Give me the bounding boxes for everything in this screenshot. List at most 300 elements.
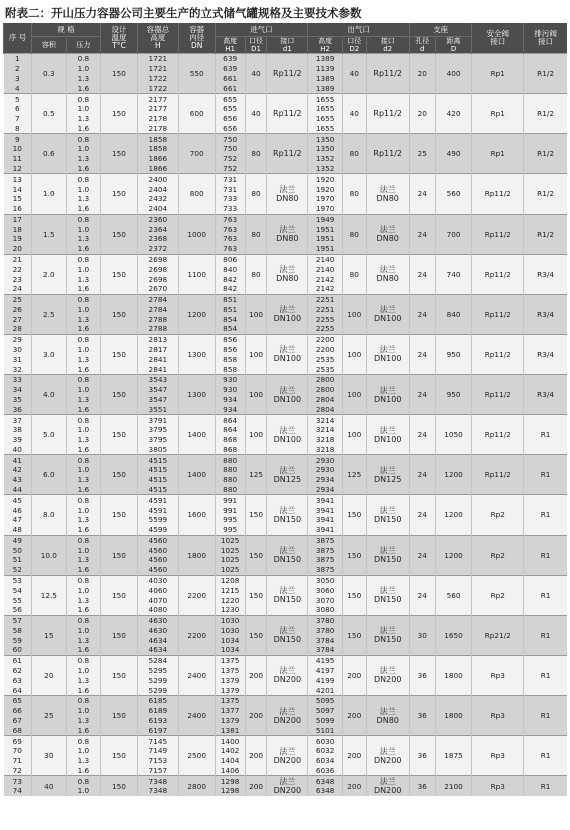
header-volume: 容积	[32, 37, 67, 54]
cell-drain-valve: R3/4	[524, 375, 567, 415]
cell-distance: 560	[435, 174, 472, 214]
cell-h1: 934	[215, 404, 245, 414]
cell-h1: 1220	[215, 595, 245, 605]
cell-temp: 150	[101, 455, 138, 495]
row-number: 8	[4, 123, 32, 133]
cell-pressure: 1.3	[66, 635, 101, 645]
cell-total-height: 2813	[137, 334, 178, 344]
cell-h1: 880	[215, 465, 245, 475]
row-number: 67	[4, 716, 32, 726]
cell-h1: 880	[215, 485, 245, 495]
row-number: 69	[4, 736, 32, 746]
table-row	[4, 455, 568, 465]
cell-drain-valve: R1/2	[524, 94, 567, 134]
cell-pressure: 1.3	[66, 395, 101, 405]
header-pressure: 压力	[66, 37, 101, 54]
row-number: 25	[4, 294, 32, 304]
cell-j2: 法兰 DN100	[366, 294, 409, 334]
cell-d2: 80	[342, 254, 366, 294]
cell-j1: 法兰 DN80	[267, 214, 308, 254]
cell-hole: 20	[409, 94, 435, 134]
page-title: 附表二：开山压力容器公司主要生产的立式储气罐规格及主要技术参数	[5, 6, 362, 20]
header-spec: 规 格	[32, 23, 101, 37]
cell-total-height: 2788	[137, 314, 178, 324]
cell-safety-valve: Rp11/2	[472, 254, 524, 294]
cell-h1: 1025	[215, 565, 245, 575]
cell-volume: 2.5	[32, 294, 67, 334]
cell-h1: 750	[215, 134, 245, 144]
cell-temp: 150	[101, 254, 138, 294]
cell-h2: 1655	[308, 114, 343, 124]
cell-drain-valve: R1	[524, 736, 567, 776]
cell-pressure: 1.6	[66, 123, 101, 133]
cell-pressure: 1.0	[66, 505, 101, 515]
cell-h2: 3941	[308, 495, 343, 505]
header-safety: 安全阀 接口	[472, 23, 524, 54]
cell-temp: 150	[101, 415, 138, 455]
cell-h1: 1402	[215, 746, 245, 756]
cell-h2: 1655	[308, 104, 343, 114]
cell-h2: 6348	[308, 786, 343, 796]
cell-j2: 法兰 DN150	[366, 535, 409, 575]
cell-d1: 100	[245, 375, 267, 415]
cell-drain-valve: R1/2	[524, 214, 567, 254]
cell-j1: 法兰 DN200	[267, 776, 308, 796]
cell-j2: 法兰 DN200	[366, 736, 409, 776]
cell-h2: 3218	[308, 435, 343, 445]
cell-diameter: 2200	[178, 615, 215, 655]
cell-h1: 1025	[215, 535, 245, 545]
cell-total-height: 2177	[137, 94, 178, 104]
cell-temp: 150	[101, 294, 138, 334]
cell-h1: 1379	[215, 685, 245, 695]
row-number: 61	[4, 655, 32, 665]
row-number: 17	[4, 214, 32, 224]
cell-hole: 24	[409, 375, 435, 415]
cell-diameter: 2400	[178, 696, 215, 736]
cell-drain-valve: R1/2	[524, 134, 567, 174]
cell-diameter: 1000	[178, 214, 215, 254]
header-temp: 设计 温度 T°C	[101, 23, 138, 54]
cell-h1: 1298	[215, 786, 245, 796]
cell-safety-valve: Rp2	[472, 495, 524, 535]
table-row	[4, 736, 568, 746]
cell-h1: 930	[215, 385, 245, 395]
cell-h1: 1030	[215, 626, 245, 636]
cell-h2: 2251	[308, 294, 343, 304]
row-number: 51	[4, 555, 32, 565]
table-row	[4, 214, 568, 224]
row-number: 32	[4, 364, 32, 374]
cell-pressure: 0.8	[66, 495, 101, 505]
cell-j1: 法兰 DN100	[267, 294, 308, 334]
row-number: 12	[4, 164, 32, 174]
row-number: 6	[4, 104, 32, 114]
cell-h2: 5099	[308, 716, 343, 726]
row-number: 22	[4, 264, 32, 274]
row-number: 46	[4, 505, 32, 515]
cell-safety-valve: Rp11/2	[472, 214, 524, 254]
cell-h1: 995	[215, 525, 245, 535]
cell-j2: 法兰 DN100	[366, 334, 409, 374]
cell-total-height: 3805	[137, 444, 178, 454]
cell-h1: 763	[215, 244, 245, 254]
cell-safety-valve: Rp3	[472, 776, 524, 796]
row-number: 28	[4, 324, 32, 334]
cell-pressure: 1.0	[66, 545, 101, 555]
cell-h2: 6030	[308, 736, 343, 746]
cell-d1: 200	[245, 696, 267, 736]
header-d1: 口径 D1	[245, 37, 267, 54]
cell-pressure: 1.6	[66, 645, 101, 655]
row-number: 2	[4, 64, 32, 74]
cell-h1: 731	[215, 174, 245, 184]
cell-pressure: 1.0	[66, 666, 101, 676]
cell-d2: 150	[342, 615, 366, 655]
cell-h1: 763	[215, 224, 245, 234]
row-number: 5	[4, 94, 32, 104]
cell-h2: 1352	[308, 154, 343, 164]
cell-total-height: 4591	[137, 505, 178, 515]
cell-total-height: 4630	[137, 626, 178, 636]
cell-h1: 880	[215, 455, 245, 465]
row-number: 13	[4, 174, 32, 184]
cell-h1: 1030	[215, 615, 245, 625]
cell-total-height: 3795	[137, 425, 178, 435]
cell-total-height: 2404	[137, 204, 178, 214]
table-row	[4, 415, 568, 425]
cell-h2: 1920	[308, 174, 343, 184]
cell-distance: 740	[435, 254, 472, 294]
cell-distance: 420	[435, 94, 472, 134]
cell-h2: 2535	[308, 354, 343, 364]
cell-j2: 法兰 DN80	[366, 214, 409, 254]
cell-hole: 24	[409, 294, 435, 334]
cell-h2: 3070	[308, 595, 343, 605]
cell-temp: 150	[101, 94, 138, 134]
cell-pressure: 1.0	[66, 264, 101, 274]
cell-pressure: 1.6	[66, 565, 101, 575]
cell-pressure: 0.8	[66, 375, 101, 385]
row-number: 71	[4, 756, 32, 766]
cell-total-height: 7145	[137, 736, 178, 746]
cell-pressure: 1.3	[66, 274, 101, 284]
cell-h2: 3875	[308, 535, 343, 545]
row-number: 11	[4, 154, 32, 164]
cell-pressure: 1.3	[66, 194, 101, 204]
cell-pressure: 1.6	[66, 364, 101, 374]
cell-total-height: 5295	[137, 666, 178, 676]
cell-pressure: 0.8	[66, 94, 101, 104]
cell-h2: 1951	[308, 244, 343, 254]
cell-h2: 1389	[308, 83, 343, 93]
row-number: 68	[4, 725, 32, 735]
table-row	[4, 134, 568, 144]
cell-h1: 1375	[215, 696, 245, 706]
cell-pressure: 1.0	[66, 626, 101, 636]
cell-drain-valve: R1/2	[524, 54, 567, 94]
cell-j2: Rp11/2	[366, 94, 409, 134]
cell-safety-valve: Rp3	[472, 736, 524, 776]
row-number: 39	[4, 435, 32, 445]
cell-pressure: 1.6	[66, 525, 101, 535]
cell-j1: 法兰 DN150	[267, 575, 308, 615]
cell-drain-valve: R3/4	[524, 254, 567, 294]
cell-total-height: 1721	[137, 54, 178, 64]
cell-h1: 868	[215, 444, 245, 454]
cell-safety-valve: Rp2	[472, 575, 524, 615]
table-row	[4, 535, 568, 545]
cell-total-height: 7153	[137, 756, 178, 766]
cell-h2: 3780	[308, 626, 343, 636]
row-number: 60	[4, 645, 32, 655]
cell-diameter: 2200	[178, 575, 215, 615]
row-number: 40	[4, 444, 32, 454]
cell-distance: 950	[435, 375, 472, 415]
cell-drain-valve: R1	[524, 495, 567, 535]
cell-h1: 856	[215, 345, 245, 355]
cell-j2: Rp11/2	[366, 134, 409, 174]
cell-hole: 20	[409, 54, 435, 94]
cell-total-height: 6185	[137, 696, 178, 706]
header-no: 序 号	[4, 23, 32, 54]
table-row	[4, 696, 568, 706]
cell-d2: 200	[342, 736, 366, 776]
cell-pressure: 1.3	[66, 234, 101, 244]
cell-distance: 1875	[435, 736, 472, 776]
row-number: 38	[4, 425, 32, 435]
row-number: 31	[4, 354, 32, 364]
cell-h2: 6032	[308, 746, 343, 756]
cell-h1: 856	[215, 334, 245, 344]
cell-h1: 1208	[215, 575, 245, 585]
cell-h1: 930	[215, 375, 245, 385]
cell-h2: 3784	[308, 635, 343, 645]
cell-total-height: 6193	[137, 716, 178, 726]
cell-h2: 3784	[308, 645, 343, 655]
cell-diameter: 1300	[178, 375, 215, 415]
cell-drain-valve: R3/4	[524, 334, 567, 374]
cell-pressure: 1.6	[66, 605, 101, 615]
cell-pressure: 0.8	[66, 54, 101, 64]
cell-h1: 750	[215, 144, 245, 154]
cell-d1: 40	[245, 54, 267, 94]
cell-h2: 2804	[308, 395, 343, 405]
cell-total-height: 1866	[137, 164, 178, 174]
cell-h1: 1379	[215, 716, 245, 726]
cell-safety-valve: Rp11/2	[472, 294, 524, 334]
row-number: 26	[4, 305, 32, 315]
cell-safety-valve: Rp11/2	[472, 375, 524, 415]
row-number: 74	[4, 786, 32, 796]
cell-pressure: 1.3	[66, 475, 101, 485]
cell-d2: 100	[342, 334, 366, 374]
cell-pressure: 1.6	[66, 284, 101, 294]
row-number: 37	[4, 415, 32, 425]
cell-total-height: 3547	[137, 385, 178, 395]
cell-total-height: 4030	[137, 575, 178, 585]
cell-pressure: 1.3	[66, 515, 101, 525]
cell-h1: 1034	[215, 645, 245, 655]
cell-h2: 1970	[308, 204, 343, 214]
cell-volume: 20	[32, 655, 67, 695]
cell-h1: 1379	[215, 675, 245, 685]
cell-j2: 法兰 DN100	[366, 415, 409, 455]
cell-total-height: 2841	[137, 354, 178, 364]
cell-total-height: 6189	[137, 706, 178, 716]
row-number: 66	[4, 706, 32, 716]
cell-diameter: 1100	[178, 254, 215, 294]
cell-d1: 150	[245, 615, 267, 655]
cell-h1: 1025	[215, 545, 245, 555]
cell-hole: 36	[409, 736, 435, 776]
cell-pressure: 0.8	[66, 174, 101, 184]
cell-volume: 1.0	[32, 174, 67, 214]
row-number: 3	[4, 74, 32, 84]
cell-pressure: 0.8	[66, 736, 101, 746]
cell-d1: 100	[245, 294, 267, 334]
cell-total-height: 2178	[137, 114, 178, 124]
cell-total-height: 4560	[137, 535, 178, 545]
cell-j1: 法兰 DN125	[267, 455, 308, 495]
cell-drain-valve: R1	[524, 696, 567, 736]
cell-h2: 5097	[308, 706, 343, 716]
cell-temp: 150	[101, 655, 138, 695]
cell-total-height: 1721	[137, 64, 178, 74]
cell-pressure: 1.6	[66, 685, 101, 695]
cell-total-height: 4560	[137, 565, 178, 575]
cell-h2: 2934	[308, 475, 343, 485]
header-outlet: 出气口	[308, 23, 409, 37]
cell-hole: 24	[409, 174, 435, 214]
cell-h2: 6036	[308, 765, 343, 775]
cell-h2: 1389	[308, 54, 343, 64]
cell-safety-valve: Rp3	[472, 696, 524, 736]
cell-pressure: 1.0	[66, 465, 101, 475]
cell-pressure: 0.8	[66, 455, 101, 465]
cell-h2: 1951	[308, 234, 343, 244]
table-row	[4, 254, 568, 264]
cell-h2: 3080	[308, 605, 343, 615]
cell-volume: 40	[32, 776, 67, 796]
row-number: 42	[4, 465, 32, 475]
cell-h1: 1025	[215, 555, 245, 565]
row-number: 16	[4, 204, 32, 214]
row-number: 50	[4, 545, 32, 555]
cell-h1: 656	[215, 123, 245, 133]
cell-total-height: 2432	[137, 194, 178, 204]
table-row	[4, 94, 568, 104]
cell-total-height: 4634	[137, 635, 178, 645]
cell-h2: 1951	[308, 224, 343, 234]
cell-h1: 868	[215, 435, 245, 445]
cell-d2: 200	[342, 696, 366, 736]
cell-safety-valve: Rp1	[472, 54, 524, 94]
cell-d2: 100	[342, 294, 366, 334]
row-number: 18	[4, 224, 32, 234]
cell-j1: 法兰 DN100	[267, 415, 308, 455]
cell-h2: 1949	[308, 214, 343, 224]
cell-h1: 851	[215, 305, 245, 315]
cell-distance: 700	[435, 214, 472, 254]
cell-h2: 1655	[308, 94, 343, 104]
cell-h1: 934	[215, 395, 245, 405]
cell-d2: 40	[342, 94, 366, 134]
cell-d1: 150	[245, 535, 267, 575]
cell-d1: 200	[245, 655, 267, 695]
cell-j1: 法兰 DN200	[267, 736, 308, 776]
cell-distance: 1050	[435, 415, 472, 455]
cell-h1: 639	[215, 64, 245, 74]
row-number: 73	[4, 776, 32, 786]
cell-d2: 80	[342, 174, 366, 214]
cell-temp: 150	[101, 615, 138, 655]
cell-total-height: 2404	[137, 184, 178, 194]
cell-h2: 1139	[308, 64, 343, 74]
cell-total-height: 3791	[137, 415, 178, 425]
cell-safety-valve: Rp1	[472, 94, 524, 134]
cell-d1: 125	[245, 455, 267, 495]
cell-pressure: 1.0	[66, 425, 101, 435]
cell-h1: 840	[215, 264, 245, 274]
cell-h1: 995	[215, 515, 245, 525]
cell-h1: 731	[215, 184, 245, 194]
header-inlet: 进气口	[215, 23, 308, 37]
cell-j1: 法兰 DN200	[267, 696, 308, 736]
cell-pressure: 1.0	[66, 585, 101, 595]
cell-h2: 2800	[308, 375, 343, 385]
cell-h2: 4195	[308, 655, 343, 665]
table-row	[4, 294, 568, 304]
cell-pressure: 1.3	[66, 354, 101, 364]
cell-distance: 1650	[435, 615, 472, 655]
cell-h2: 2251	[308, 305, 343, 315]
cell-h2: 2934	[308, 485, 343, 495]
cell-distance: 1200	[435, 535, 472, 575]
cell-volume: 12.5	[32, 575, 67, 615]
header-drain: 排污阀 接口	[524, 23, 567, 54]
cell-pressure: 0.8	[66, 535, 101, 545]
cell-pressure: 1.0	[66, 305, 101, 315]
cell-pressure: 1.0	[66, 786, 101, 796]
cell-j2: 法兰 DN80	[366, 696, 409, 736]
cell-temp: 150	[101, 776, 138, 796]
cell-total-height: 4591	[137, 495, 178, 505]
cell-h1: 1298	[215, 776, 245, 786]
cell-distance: 2100	[435, 776, 472, 796]
cell-h2: 3214	[308, 415, 343, 425]
cell-drain-valve: R1	[524, 776, 567, 796]
cell-h2: 1350	[308, 134, 343, 144]
cell-pressure: 0.8	[66, 294, 101, 304]
cell-distance: 400	[435, 54, 472, 94]
cell-hole: 36	[409, 776, 435, 796]
cell-pressure: 0.8	[66, 776, 101, 786]
row-number: 20	[4, 244, 32, 254]
table-row	[4, 54, 568, 64]
cell-h1: 1375	[215, 666, 245, 676]
cell-safety-valve: Rp3	[472, 655, 524, 695]
cell-d2: 200	[342, 655, 366, 695]
cell-diameter: 1200	[178, 294, 215, 334]
cell-diameter: 1400	[178, 415, 215, 455]
cell-j1: Rp11/2	[267, 94, 308, 134]
cell-j2: 法兰 DN80	[366, 254, 409, 294]
row-number: 35	[4, 395, 32, 405]
header-dist: 距离 D	[435, 37, 472, 54]
cell-h2: 2255	[308, 324, 343, 334]
cell-h1: 854	[215, 314, 245, 324]
